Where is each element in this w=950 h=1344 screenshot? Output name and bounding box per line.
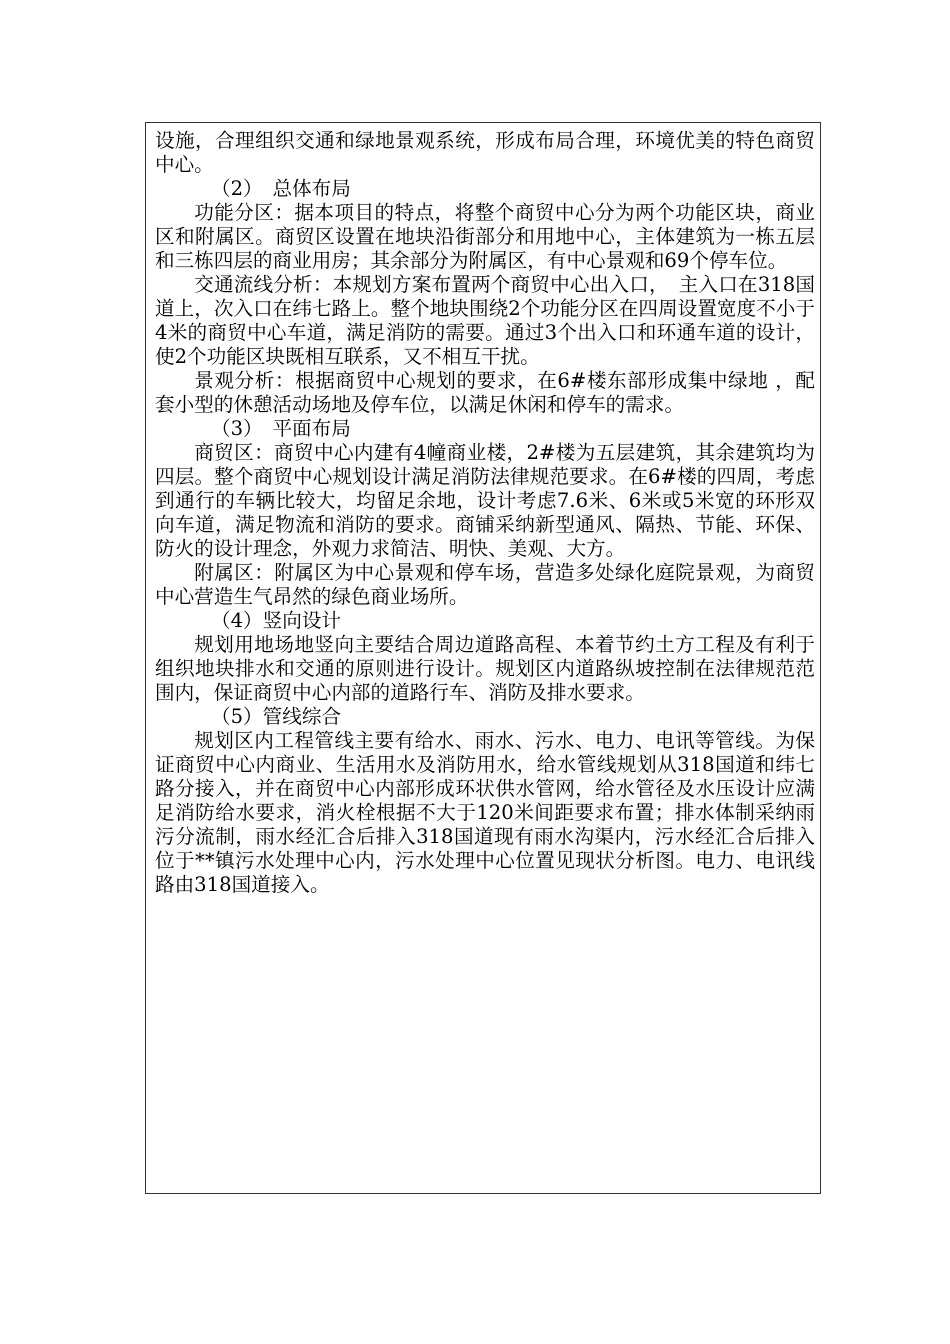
section-heading-plan-layout: （3） 平面布局 xyxy=(211,417,351,440)
section-heading-vertical-design: （4）竖向设计 xyxy=(211,609,342,632)
paragraph-landscape-analysis: 景观分析：根据商贸中心规划的要求，在6#楼东部形成集中绿地 ，配套小型的休憩活动场地及停车位，以满足休闲和停车的需求。 xyxy=(155,369,815,416)
paragraph-functional-zoning: 功能分区：据本项目的特点，将整个商贸中心分为两个功能区块，商业区和附属区。商贸区设置在地块沿街部分和用地中心，主体建筑为一栋五层和三栋四层的商业用房；其余部分为附属区，有中心景观和69个停车位。 xyxy=(155,201,815,272)
document-table-cell xyxy=(145,122,821,1194)
document-body xyxy=(155,129,815,897)
section-heading-overall-layout: （2） 总体布局 xyxy=(211,177,351,200)
paragraph-intro-continuation: 设施，合理组织交通和绿地景观系统，形成布局合理，环境优美的特色商贸中心。 xyxy=(155,129,815,176)
paragraph-traffic-analysis: 交通流线分析：本规划方案布置两个商贸中心出入口， 主入口在318国道上，次入口在纬七路上。整个地块围绕2个功能分区在四周设置宽度不小于4米的商贸中心车道，满足消防的需要。通过3个出入口和环通车道的设计，使2个功能区块既相互联系，又不相互干扰。 xyxy=(155,273,815,368)
paragraph-auxiliary-zone: 附属区：附属区为中心景观和停车场，营造多处绿化庭院景观，为商贸中心营造生气昂然的绿色商业场所。 xyxy=(155,561,815,608)
paragraph-commercial-zone: 商贸区：商贸中心内建有4幢商业楼，2#楼为五层建筑，其余建筑均为四层。整个商贸中心规划设计满足消防法律规范要求。在6#楼的四周，考虑到通行的车辆比较大，均留足余地，设计考虑7.6米、6米或5米宽的环形双向车道，满足物流和消防的要求。商铺采纳新型通风、隔热、节能、环保、防火的设计理念，外观力求简洁、明快、美观、大方。 xyxy=(155,441,815,560)
paragraph-vertical-design: 规划用地场地竖向主要结合周边道路高程、本着节约土方工程及有利于组织地块排水和交通的原则进行设计。规划区内道路纵坡控制在法律规范范围内，保证商贸中心内部的道路行车、消防及排水要求。 xyxy=(155,633,815,704)
section-heading-pipeline: （5）管线综合 xyxy=(211,705,342,728)
paragraph-pipeline: 规划区内工程管线主要有给水、雨水、污水、电力、电讯等管线。为保证商贸中心内商业、生活用水及消防用水，给水管线规划从318国道和纬七路分接入，并在商贸中心内部形成环状供水管网，给水管径及水压设计应满足消防给水要求，消火栓根据不大于120米间距要求布置；排水体制采纳雨污分流制，雨水经汇合后排入318国道现有雨水沟渠内，污水经汇合后排入位于**镇污水处理中心内，污水处理中心位置见现状分析图。电力、电讯线路由318国道接入。 xyxy=(155,729,815,896)
